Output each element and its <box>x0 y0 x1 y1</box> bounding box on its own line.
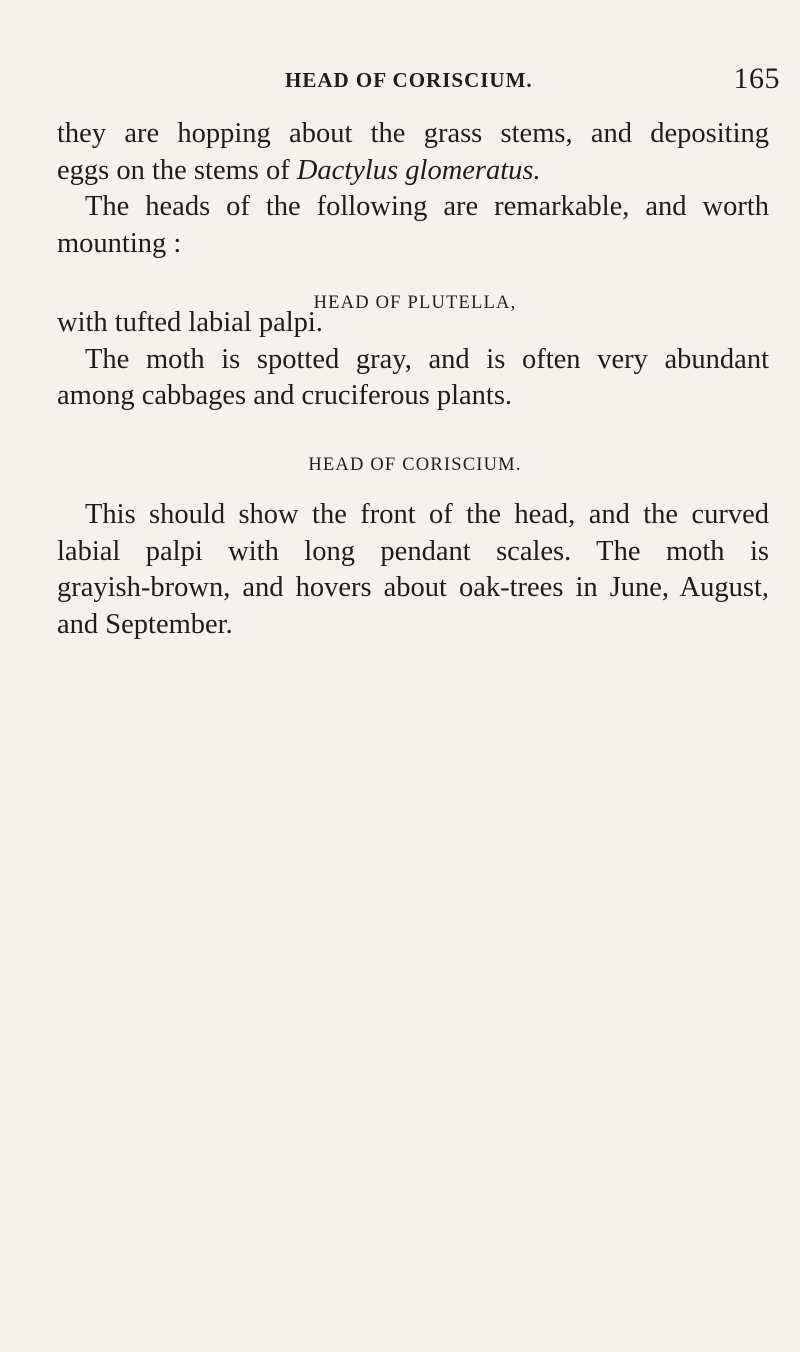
text-line-prefix: eggs on the stems of <box>57 154 297 186</box>
text-line: labial palpi with long pendant scales. The moth is <box>57 535 769 567</box>
text-line: and September. <box>57 608 233 640</box>
paragraph-continuation <box>57 116 769 189</box>
text-line: they are hopping about the grass stems, and depositing <box>57 118 769 149</box>
species-name: Dactylus glomeratus. <box>296 154 541 186</box>
paragraph-intro <box>57 189 769 262</box>
paragraph-coriscium <box>57 497 769 643</box>
text-line: The moth is spotted gray, and is often very abundant <box>85 343 769 375</box>
running-head <box>240 62 780 102</box>
text-line: mounting : <box>57 227 182 259</box>
text-line: grayish-brown, and hovers about oak-trees in June, August, <box>57 572 769 603</box>
text-line: The heads of the following are remarkable, and worth <box>85 191 769 222</box>
section-heading-plutella: HEAD OF PLUTELLA, <box>313 293 517 313</box>
text-line: among cabbages and cruciferous plants. <box>57 380 513 411</box>
paragraph-plutella <box>57 305 769 415</box>
text-line <box>57 153 769 190</box>
text-line: This should show the front of the head, and the curved <box>85 499 769 530</box>
section-heading-coriscium: HEAD OF CORISCIUM. <box>308 455 522 475</box>
text-line: with tufted labial palpi. <box>57 307 323 338</box>
page-number: 165 <box>733 62 780 95</box>
running-title: HEAD OF CORISCIUM. <box>285 68 533 92</box>
